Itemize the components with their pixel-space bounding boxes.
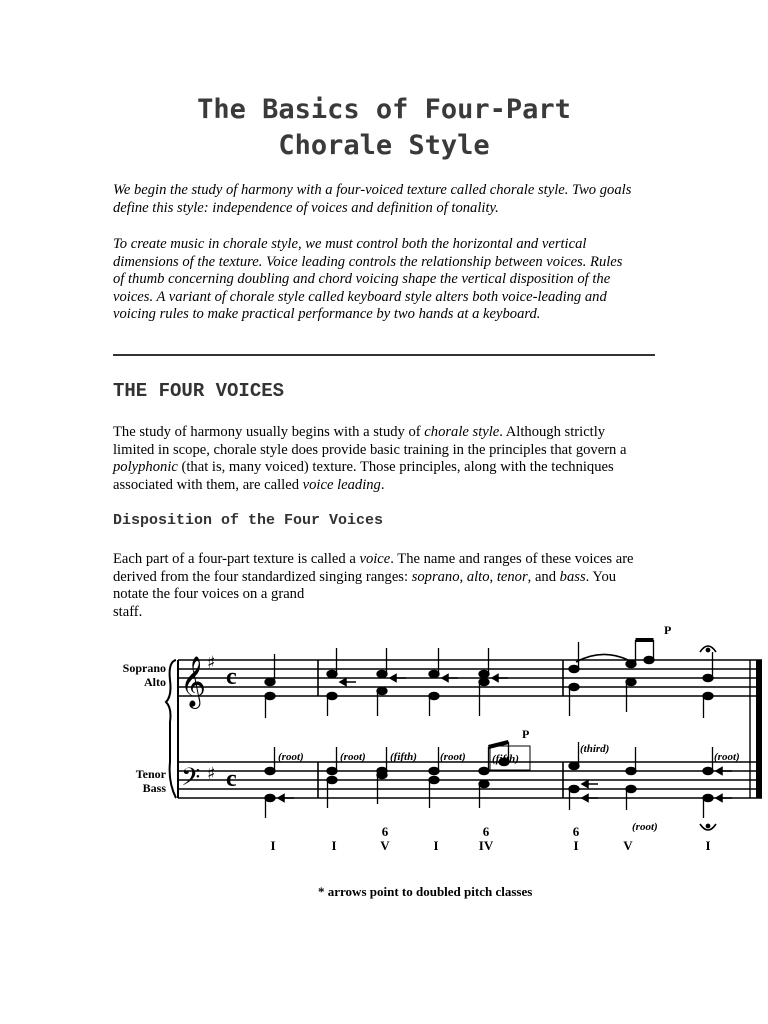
passing-tone-mark: P: [522, 727, 530, 741]
treble-staff: [178, 660, 762, 696]
brace-icon: [166, 660, 176, 798]
doubling-arrow-icon: [278, 675, 732, 802]
text-run: The study of harmony usually begins with a study of: [113, 424, 425, 440]
key-signature-sharp-icon: ♯: [207, 653, 216, 673]
grand-staff-figure: [110, 612, 740, 882]
term-alto: alto: [466, 568, 490, 585]
tie: [576, 654, 628, 662]
body-paragraph-2: [113, 551, 653, 621]
chord-member-annotation: (fifth): [390, 751, 417, 763]
figure-caption: * arrows point to doubled pitch classes: [318, 884, 533, 899]
term-chorale-style: chorale style: [424, 424, 500, 440]
intro-paragraph-2: [113, 236, 653, 324]
fermata-icon: [700, 646, 716, 830]
text-run: derived from the four standardized singing ranges:: [113, 568, 412, 585]
term-voice: voice: [359, 551, 391, 567]
intro-1-line: We begin the study of harmony with a four-voiced texture called chorale style. Two goals: [113, 182, 632, 198]
term-tenor: tenor: [496, 568, 528, 585]
text-run: ,: [459, 568, 467, 585]
time-signature: c: [226, 766, 237, 792]
text-run: Each part of a four-part texture is called a: [113, 551, 360, 567]
chord-member-annotation: (third): [580, 743, 610, 755]
title-line-2: Chorale Style: [278, 130, 490, 161]
horizontal-rule: [113, 354, 655, 356]
final-barline: [756, 660, 762, 798]
roman-numeral: V: [380, 838, 390, 853]
intro-1-line: define this style: independence of voices and definition of tonality.: [113, 199, 499, 216]
chord-member-annotation: (root): [340, 751, 366, 763]
time-signature: c: [226, 664, 237, 690]
treble-clef-icon: 𝄞: [180, 656, 207, 707]
roman-numeral: I: [331, 838, 337, 853]
intro-2-line: dimensions of the texture. Voice leading controls the relationship between voices. Rules: [113, 253, 623, 270]
text-run: ,: [489, 568, 497, 585]
body-paragraph-1: [113, 424, 653, 494]
term-polyphonic: polyphonic: [113, 459, 178, 476]
figured-bass: 6: [572, 824, 580, 839]
figured-bass: 6: [482, 824, 490, 839]
treble-notes: [265, 640, 713, 718]
chord-member-annotation: (root): [440, 751, 466, 763]
text-run: (that is, many voiced) texture. Those principles, along with the techniques: [177, 459, 614, 476]
text-run: . You: [585, 568, 617, 585]
title-line-1: The Basics of Four-Part: [197, 94, 571, 125]
bass-label: Bass: [142, 781, 166, 795]
chord-member-annotation: (root): [632, 821, 658, 833]
roman-numeral: I: [573, 838, 579, 853]
text-run: associated with them, are called: [113, 476, 303, 493]
roman-numeral: V: [623, 838, 633, 853]
intro-paragraph-1: [113, 182, 653, 217]
roman-numeral: I: [433, 838, 439, 853]
roman-numeral: IV: [478, 838, 494, 853]
body-1-line-2: limited in scope, chorale style does provide basic training in the principles that govern a: [113, 441, 627, 458]
key-signature-sharp-icon: ♯: [207, 764, 216, 784]
text-run: .: [380, 476, 385, 493]
term-soprano: soprano: [411, 568, 460, 585]
alto-label: Alto: [144, 675, 166, 689]
page-title: [0, 92, 768, 164]
body-1-line-4: [113, 477, 653, 495]
section-heading: THE FOUR VOICES: [113, 380, 285, 402]
chord-member-annotation: (root): [714, 751, 740, 763]
subheading: Disposition of the Four Voices: [113, 512, 384, 529]
body-1-line-1: [113, 424, 653, 442]
body-2-line-1: [113, 551, 653, 569]
chord-member-annotation: (root): [278, 751, 304, 763]
body-2-line-3: notate the four voices on a grand: [113, 586, 305, 603]
term-bass: bass: [559, 568, 586, 585]
roman-numeral: I: [705, 838, 711, 853]
roman-numeral: I: [270, 838, 276, 853]
term-voice-leading: voice leading: [302, 476, 381, 493]
soprano-label: Soprano: [122, 661, 166, 675]
text-run: , and: [527, 568, 560, 585]
bass-staff: [178, 762, 762, 798]
text-run: . Although strictly: [499, 424, 606, 440]
intro-2-line: of thumb concerning doubling and chord voicing shape the vertical disposition of the: [113, 271, 611, 288]
intro-2-line: To create music in chorale style, we must control both the horizontal and vertical: [113, 236, 587, 252]
intro-2-line: voicing rules to make practical performance by two hands at a keyboard.: [113, 306, 541, 323]
body-1-line-3: [113, 459, 653, 477]
chord-member-annotation: (fifth): [492, 753, 519, 765]
body-2-line-2: [113, 569, 653, 587]
passing-tone-mark: P: [664, 623, 672, 637]
body-2-line-4: staff.: [113, 603, 143, 620]
intro-2-line: voices. A variant of chorale style called keyboard style alters both voice-leading and: [113, 288, 607, 305]
text-run: . The name and ranges of these voices are: [390, 551, 634, 567]
tenor-label: Tenor: [135, 767, 166, 781]
figured-bass: 6: [381, 824, 389, 839]
bass-clef-icon: 𝄢: [181, 763, 201, 798]
